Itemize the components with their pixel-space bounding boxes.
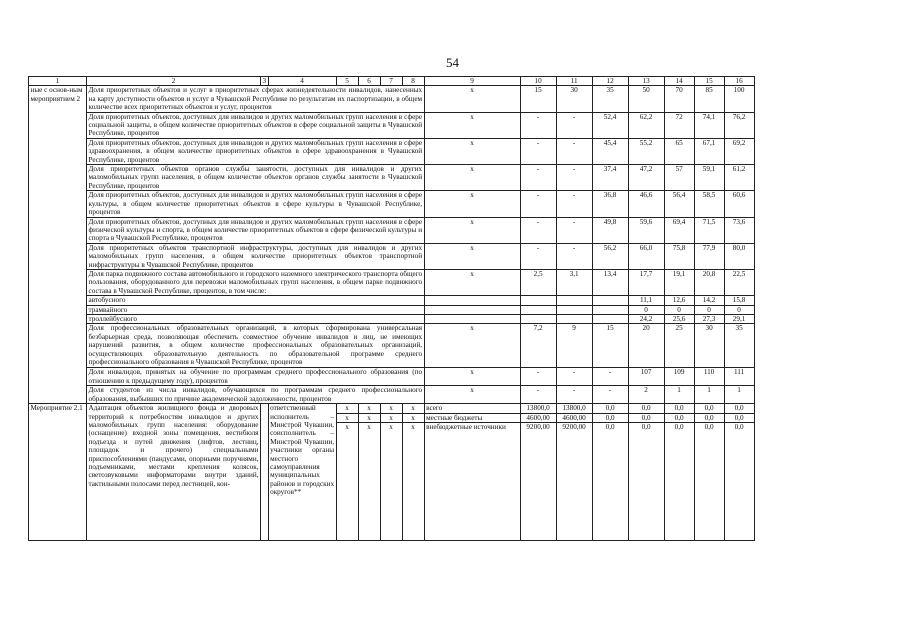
funding-value-c12: 0,0 <box>592 423 628 541</box>
indicator-row <box>29 112 755 138</box>
indicator-value-c14: 69,4 <box>664 217 694 243</box>
measure-code-c5: x <box>336 413 358 422</box>
measure-row <box>29 404 755 413</box>
indicator-value-c10: - <box>520 165 556 191</box>
funding-value-c13: 0,0 <box>628 423 664 541</box>
indicator-value-c15: 1 <box>694 386 724 404</box>
indicator-value-c11: 3,1 <box>556 269 592 295</box>
indicator-value-c12: 13,4 <box>592 269 628 295</box>
measure-code-c8: x <box>402 413 424 422</box>
funding-value-c14: 0,0 <box>664 413 694 422</box>
indicator-row <box>29 243 755 269</box>
indicator-value-c16: 29,1 <box>724 314 754 323</box>
funding-value-c11: 13800,0 <box>556 404 592 413</box>
indicator-value-c13: 2 <box>628 386 664 404</box>
indicator-name: Доля приоритетных объектов, доступных для инвалидов и других маломобильных групп населения в сфере социальной защиты, в общем количестве приоритетных объектов в сфере социальной защиты в Чувашской Республике, процентов <box>88 112 423 138</box>
indicator-value-c11: - <box>556 368 592 386</box>
funding-value-c10: 13800,0 <box>520 404 556 413</box>
indicator-value-c10 <box>520 296 556 305</box>
indicator-value-c13: 20 <box>628 324 664 368</box>
indicator-name: Доля приоритетных объектов, доступных для инвалидов и других маломобильных групп населения в сфере здравоохранения, в общем количестве приоритетных объектов в сфере здравоохранения в Чувашской Республике, процентов <box>88 138 423 164</box>
indicator-value-c11: - <box>556 165 592 191</box>
indicator-value-c14: 25 <box>664 324 694 368</box>
funding-value-c11: 9200,00 <box>556 423 592 541</box>
indicator-row <box>29 324 755 368</box>
indicator-value-c14: 19,1 <box>664 269 694 295</box>
indicator-value-c13: 62,2 <box>628 112 664 138</box>
header-cell: 16 <box>724 77 754 86</box>
indicator-value-c15: 0 <box>694 305 724 314</box>
indicator-value-c9 <box>424 296 520 305</box>
header-row <box>29 77 755 86</box>
funding-source: местные бюджеты <box>424 413 520 422</box>
indicator-value-c16: 76,2 <box>724 112 754 138</box>
indicator-value-c11 <box>556 314 592 323</box>
indicator-value-c11: 30 <box>556 86 592 112</box>
header-cell: 4 <box>268 77 336 86</box>
indicator-name: Доля приоритетных объектов транспортной инфраструктуры, доступных для инвалидов и других маломобильных групп населения, в общем количестве приоритетных объектов транспортной инфраструктуры в Чувашской Республике, процентов <box>88 243 423 269</box>
page-number: 54 <box>446 55 459 70</box>
indicator-value-c16: 61,2 <box>724 165 754 191</box>
indicator-row <box>29 269 755 295</box>
related-measure-cell: ные с основ-ным мероприятием 2 <box>29 86 87 404</box>
indicator-value-c12: 37,4 <box>592 165 628 191</box>
header-cell: 9 <box>424 77 520 86</box>
funding-value-c14: 0,0 <box>664 404 694 413</box>
indicator-value-c14: 70 <box>664 86 694 112</box>
measure-code-c7: x <box>380 413 402 422</box>
indicator-value-c14: 72 <box>664 112 694 138</box>
indicator-value-c10 <box>520 314 556 323</box>
indicator-row <box>29 296 755 305</box>
header-cell: 13 <box>628 77 664 86</box>
indicator-value-c12: - <box>592 368 628 386</box>
indicator-value-c10: 2,5 <box>520 269 556 295</box>
indicator-value-c10: - <box>520 386 556 404</box>
indicator-value-c13: 55,2 <box>628 138 664 164</box>
indicator-value-c10: - <box>520 368 556 386</box>
indicator-value-c11: - <box>556 191 592 217</box>
indicator-name: Доля парка подвижного состава автомобильного и городского наземного электрического транспорта общего пользования, оборудованного для перевозки маломобильных групп населения, в общем парке подвижного состава в Чувашской Республике, процентов, в том числе: <box>88 269 423 295</box>
indicator-value-c14: 0 <box>664 305 694 314</box>
measure-code-c6: x <box>358 413 380 422</box>
indicator-value-c15: 71,5 <box>694 217 724 243</box>
measure-description: Адаптация объектов жилищного фонда и дворовых территорий к потребностям инвалидов и других маломобильных групп населения: оборудование (оснащение) входной зоны помещения, вестибюля подъезда и путей движения (лифтов, лестниц, площадок и прочего) специальными приспособлениями (пандусами, опорными поручнями, подъемниками, местами крепления колясок, светозвуковыми информаторами внутри зданий, тактильными полосами перед лестницей, кон- <box>87 404 261 541</box>
funding-value-c13: 0,0 <box>628 413 664 422</box>
indicator-value-c11: - <box>556 138 592 164</box>
indicator-value-c10: - <box>520 243 556 269</box>
indicator-value-c11: - <box>556 386 592 404</box>
indicator-value-c14: 12,6 <box>664 296 694 305</box>
indicator-value-c14: 25,6 <box>664 314 694 323</box>
indicator-row <box>29 217 755 243</box>
measure-code-c8: x <box>402 423 424 541</box>
indicator-name: автобусного <box>87 296 425 305</box>
indicator-value-c12: 35 <box>592 86 628 112</box>
measure-code-c6: x <box>358 423 380 541</box>
indicator-value-c13: 46,6 <box>628 191 664 217</box>
indicator-name: Доля инвалидов, принятых на обучение по программам среднего профессионального образования (по отношению к предыдущему году), процентов <box>88 368 423 385</box>
indicator-value-c14: 57 <box>664 165 694 191</box>
indicator-value-c16: 60,6 <box>724 191 754 217</box>
funding-value-c10: 9200,00 <box>520 423 556 541</box>
indicator-value-c10: - <box>520 191 556 217</box>
indicator-value-c16: 111 <box>724 368 754 386</box>
indicator-value-c15: 59,1 <box>694 165 724 191</box>
header-cell: 12 <box>592 77 628 86</box>
indicator-value-c12: 36,8 <box>592 191 628 217</box>
indicator-value-c13: 17,7 <box>628 269 664 295</box>
header-cell: 1 <box>29 77 87 86</box>
indicator-value-c9: x <box>424 112 520 138</box>
indicator-name: трамвайного <box>87 305 425 314</box>
indicator-value-c16: 0 <box>724 305 754 314</box>
measure-empty-cell <box>261 404 269 541</box>
measure-code-c6: x <box>358 404 380 413</box>
indicator-row <box>29 368 755 386</box>
indicator-value-c9 <box>424 314 520 323</box>
indicator-value-c14: 56,4 <box>664 191 694 217</box>
indicator-value-c15: 77,9 <box>694 243 724 269</box>
indicator-value-c16: 15,8 <box>724 296 754 305</box>
funding-source: внебюджетные источники <box>424 423 520 541</box>
indicator-value-c15: 30 <box>694 324 724 368</box>
indicator-value-c16: 100 <box>724 86 754 112</box>
funding-value-c15: 0,0 <box>694 423 724 541</box>
indicator-value-c15: 14,2 <box>694 296 724 305</box>
indicator-value-c9: x <box>424 269 520 295</box>
indicator-value-c10: - <box>520 112 556 138</box>
header-cell: 10 <box>520 77 556 86</box>
indicator-name: Доля профессиональных образовательных организаций, в которых сформирована универсальная безбарьерная среда, позволяющая обеспечить совместное обучение инвалидов и лиц, не имеющих нарушений развития, в общем количестве профессиональных образовательных организаций, осуществляющих образовательную деятельность по образовательной программе среднего профессионального образования в Чувашской Республике, процентов <box>88 324 423 366</box>
indicator-value-c11: 9 <box>556 324 592 368</box>
funding-value-c12: 0,0 <box>592 413 628 422</box>
indicator-value-c14: 65 <box>664 138 694 164</box>
indicator-value-c16: 73,6 <box>724 217 754 243</box>
indicator-value-c10: - <box>520 217 556 243</box>
indicator-value-c9: x <box>424 324 520 368</box>
header-cell: 15 <box>694 77 724 86</box>
indicator-name: Доля приоритетных объектов, доступных для инвалидов и других маломобильных групп населения в сфере культуры, в общем количестве приоритетных объектов в сфере культуры в Чувашской Республике, процентов <box>88 191 423 217</box>
indicator-value-c14: 1 <box>664 386 694 404</box>
indicator-row <box>29 191 755 217</box>
indicator-value-c9: x <box>424 165 520 191</box>
indicator-value-c9: x <box>424 191 520 217</box>
indicator-value-c12: 56,2 <box>592 243 628 269</box>
indicator-value-c10: 15 <box>520 86 556 112</box>
indicator-row <box>29 138 755 164</box>
indicator-value-c12: 49,8 <box>592 217 628 243</box>
funding-source: всего <box>424 404 520 413</box>
indicator-value-c12 <box>592 305 628 314</box>
funding-value-c12: 0,0 <box>592 404 628 413</box>
indicator-value-c15: 58,5 <box>694 191 724 217</box>
indicator-value-c10 <box>520 305 556 314</box>
indicator-value-c15: 67,1 <box>694 138 724 164</box>
indicator-value-c15: 74,1 <box>694 112 724 138</box>
header-cell: 5 <box>336 77 358 86</box>
funding-value-c16: 0,0 <box>724 423 754 541</box>
indicator-value-c16: 35 <box>724 324 754 368</box>
header-cell: 11 <box>556 77 592 86</box>
funding-value-c16: 0,0 <box>724 413 754 422</box>
indicator-value-c12 <box>592 296 628 305</box>
measure-code-c7: x <box>380 404 402 413</box>
indicator-value-c15: 110 <box>694 368 724 386</box>
indicator-value-c9: x <box>424 386 520 404</box>
indicator-value-c12: 45,4 <box>592 138 628 164</box>
program-table <box>28 76 755 541</box>
indicator-value-c15: 20,8 <box>694 269 724 295</box>
indicator-value-c13: 107 <box>628 368 664 386</box>
indicator-row <box>29 314 755 323</box>
indicator-value-c9: x <box>424 86 520 112</box>
measure-code-c7: x <box>380 423 402 541</box>
indicator-value-c11 <box>556 305 592 314</box>
indicator-value-c9: x <box>424 138 520 164</box>
indicator-value-c15: 85 <box>694 86 724 112</box>
indicator-value-c12: 52,4 <box>592 112 628 138</box>
indicator-name: троллейбусного <box>87 314 425 323</box>
measure-executors: ответственный исполнитель – Минстрой Чувашии, соисполнитель – Минстрой Чувашии, участники органы местного самоуправления муниципальных районов и городских округов** <box>268 404 336 541</box>
indicator-value-c14: 109 <box>664 368 694 386</box>
measure-code-c5: x <box>336 423 358 541</box>
indicator-row <box>29 305 755 314</box>
header-cell: 6 <box>358 77 380 86</box>
funding-value-c15: 0,0 <box>694 404 724 413</box>
indicator-value-c16: 1 <box>724 386 754 404</box>
header-cell: 8 <box>402 77 424 86</box>
funding-value-c14: 0,0 <box>664 423 694 541</box>
header-cell: 3 <box>262 77 267 85</box>
indicator-row <box>29 165 755 191</box>
measure-code-c5: x <box>336 404 358 413</box>
indicator-value-c13: 50 <box>628 86 664 112</box>
indicator-row <box>29 386 755 404</box>
indicator-value-c12: - <box>592 386 628 404</box>
indicator-name: Доля приоритетных объектов и услуг в приоритетных сферах жизнедеятельности инвалидов, нанесенных на карту доступности объектов и услуг в Чувашской Республике по результатам их паспортизации, в общем количестве всех приоритетных объектов и услуг, процентов <box>88 86 423 112</box>
indicator-value-c14: 75,8 <box>664 243 694 269</box>
indicator-value-c9: x <box>424 243 520 269</box>
indicator-value-c16: 80,0 <box>724 243 754 269</box>
indicator-name: Доля студентов из числа инвалидов, обучающихся по программам среднего профессионального образования, выбывших по причине академической задолженности, процентов <box>88 386 423 403</box>
funding-value-c15: 0,0 <box>694 413 724 422</box>
indicator-value-c9: x <box>424 368 520 386</box>
measure-code: Мероприятие 2.1 <box>29 404 87 541</box>
funding-value-c13: 0,0 <box>628 404 664 413</box>
indicator-value-c11: - <box>556 112 592 138</box>
indicator-value-c11: - <box>556 243 592 269</box>
indicator-value-c13: 47,2 <box>628 165 664 191</box>
funding-value-c10: 4600,00 <box>520 413 556 422</box>
header-cell: 7 <box>380 77 402 86</box>
indicator-value-c13: 24,2 <box>628 314 664 323</box>
indicator-value-c11 <box>556 296 592 305</box>
measure-code-c8: x <box>402 404 424 413</box>
indicator-value-c13: 11,1 <box>628 296 664 305</box>
indicator-value-c12 <box>592 314 628 323</box>
indicator-value-c12: 15 <box>592 324 628 368</box>
indicator-value-c9: x <box>424 217 520 243</box>
indicator-value-c16: 22,5 <box>724 269 754 295</box>
indicator-name: Доля приоритетных объектов, доступных для инвалидов и других маломобильных групп населения в сфере физической культуры и спорта, в общем количестве приоритетных объектов в сфере физической культуры и спорта в Чувашской Республике, процентов <box>88 217 423 243</box>
indicator-value-c13: 59,6 <box>628 217 664 243</box>
header-cell: 14 <box>664 77 694 86</box>
indicator-value-c10: 7,2 <box>520 324 556 368</box>
indicator-value-c13: 0 <box>628 305 664 314</box>
funding-value-c11: 4600,00 <box>556 413 592 422</box>
indicator-name: Доля приоритетных объектов органов службы занятости, доступных для инвалидов и других маломобильных групп населения, в общем количестве объектов органов службы занятости в Чувашской Республике, процентов <box>88 165 423 190</box>
funding-value-c16: 0,0 <box>724 404 754 413</box>
indicator-value-c9 <box>424 305 520 314</box>
indicator-value-c10: - <box>520 138 556 164</box>
indicator-value-c16: 69,2 <box>724 138 754 164</box>
indicator-value-c13: 66,0 <box>628 243 664 269</box>
header-cell: 2 <box>87 77 261 86</box>
indicator-row <box>29 86 755 112</box>
indicator-value-c11: - <box>556 217 592 243</box>
indicator-value-c15: 27,3 <box>694 314 724 323</box>
